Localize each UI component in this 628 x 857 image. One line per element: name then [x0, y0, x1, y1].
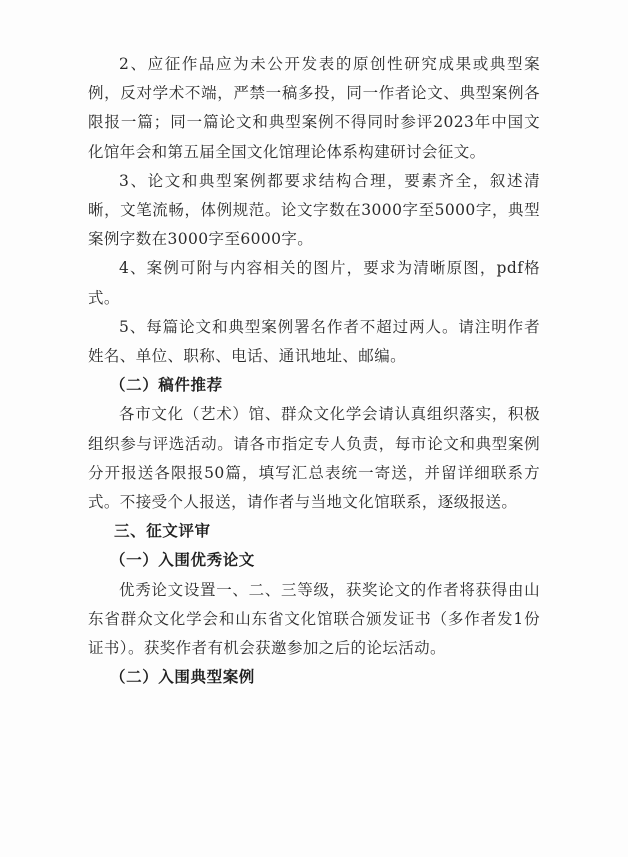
- paragraph-item-4: 4、案例可附与内容相关的图片，要求为清晰原图，pdf格式。: [88, 259, 540, 307]
- paragraph-excellent-papers: 优秀论文设置一、二、三等级，获奖论文的作者将获得由山东省群众文化学会和山东省文化馆联合颁发证书（多作者发1份证书）。获奖作者有机会获邀参加之后的论坛活动。: [88, 580, 540, 658]
- heading-review: 三、征文评审: [114, 522, 211, 541]
- heading-excellent-papers: （一）入围优秀论文: [110, 551, 255, 570]
- paragraph-item-2: 2、应征作品应为未公开发表的原创性研究成果或典型案例，反对学术不端，严禁一稿多投，同一作者论文、典型案例各限报一篇；同一篇论文和典型案例不得同时参评2023年中国文化馆年会和第五届全国文化馆理论体系构建研讨会征文。: [88, 55, 540, 161]
- heading-manuscript-recommendation: （二）稿件推荐: [110, 376, 223, 395]
- document-body: [88, 50, 540, 692]
- paragraph-recommendation: 各市文化（艺术）馆、群众文化学会请认真组织落实，积极组织参与评选活动。请各市指定专人负责，每市论文和典型案例分开报送各限报50篇，填写汇总表统一寄送，并留详细联系方式。不接受个人报送，请作者与当地文化馆联系，逐级报送。: [88, 405, 540, 512]
- paragraph-item-3: 3、论文和典型案例都要求结构合理，要素齐全，叙述清晰，文笔流畅，体例规范。论文字数在3000字至5000字，典型案例字数在3000字至6000字。: [88, 171, 540, 249]
- heading-typical-cases: （二）入围典型案例: [110, 668, 255, 687]
- paragraph-item-5: 5、每篇论文和典型案例署名作者不超过两人。请注明作者姓名、单位、职称、电话、通讯地址、邮编。: [88, 317, 540, 366]
